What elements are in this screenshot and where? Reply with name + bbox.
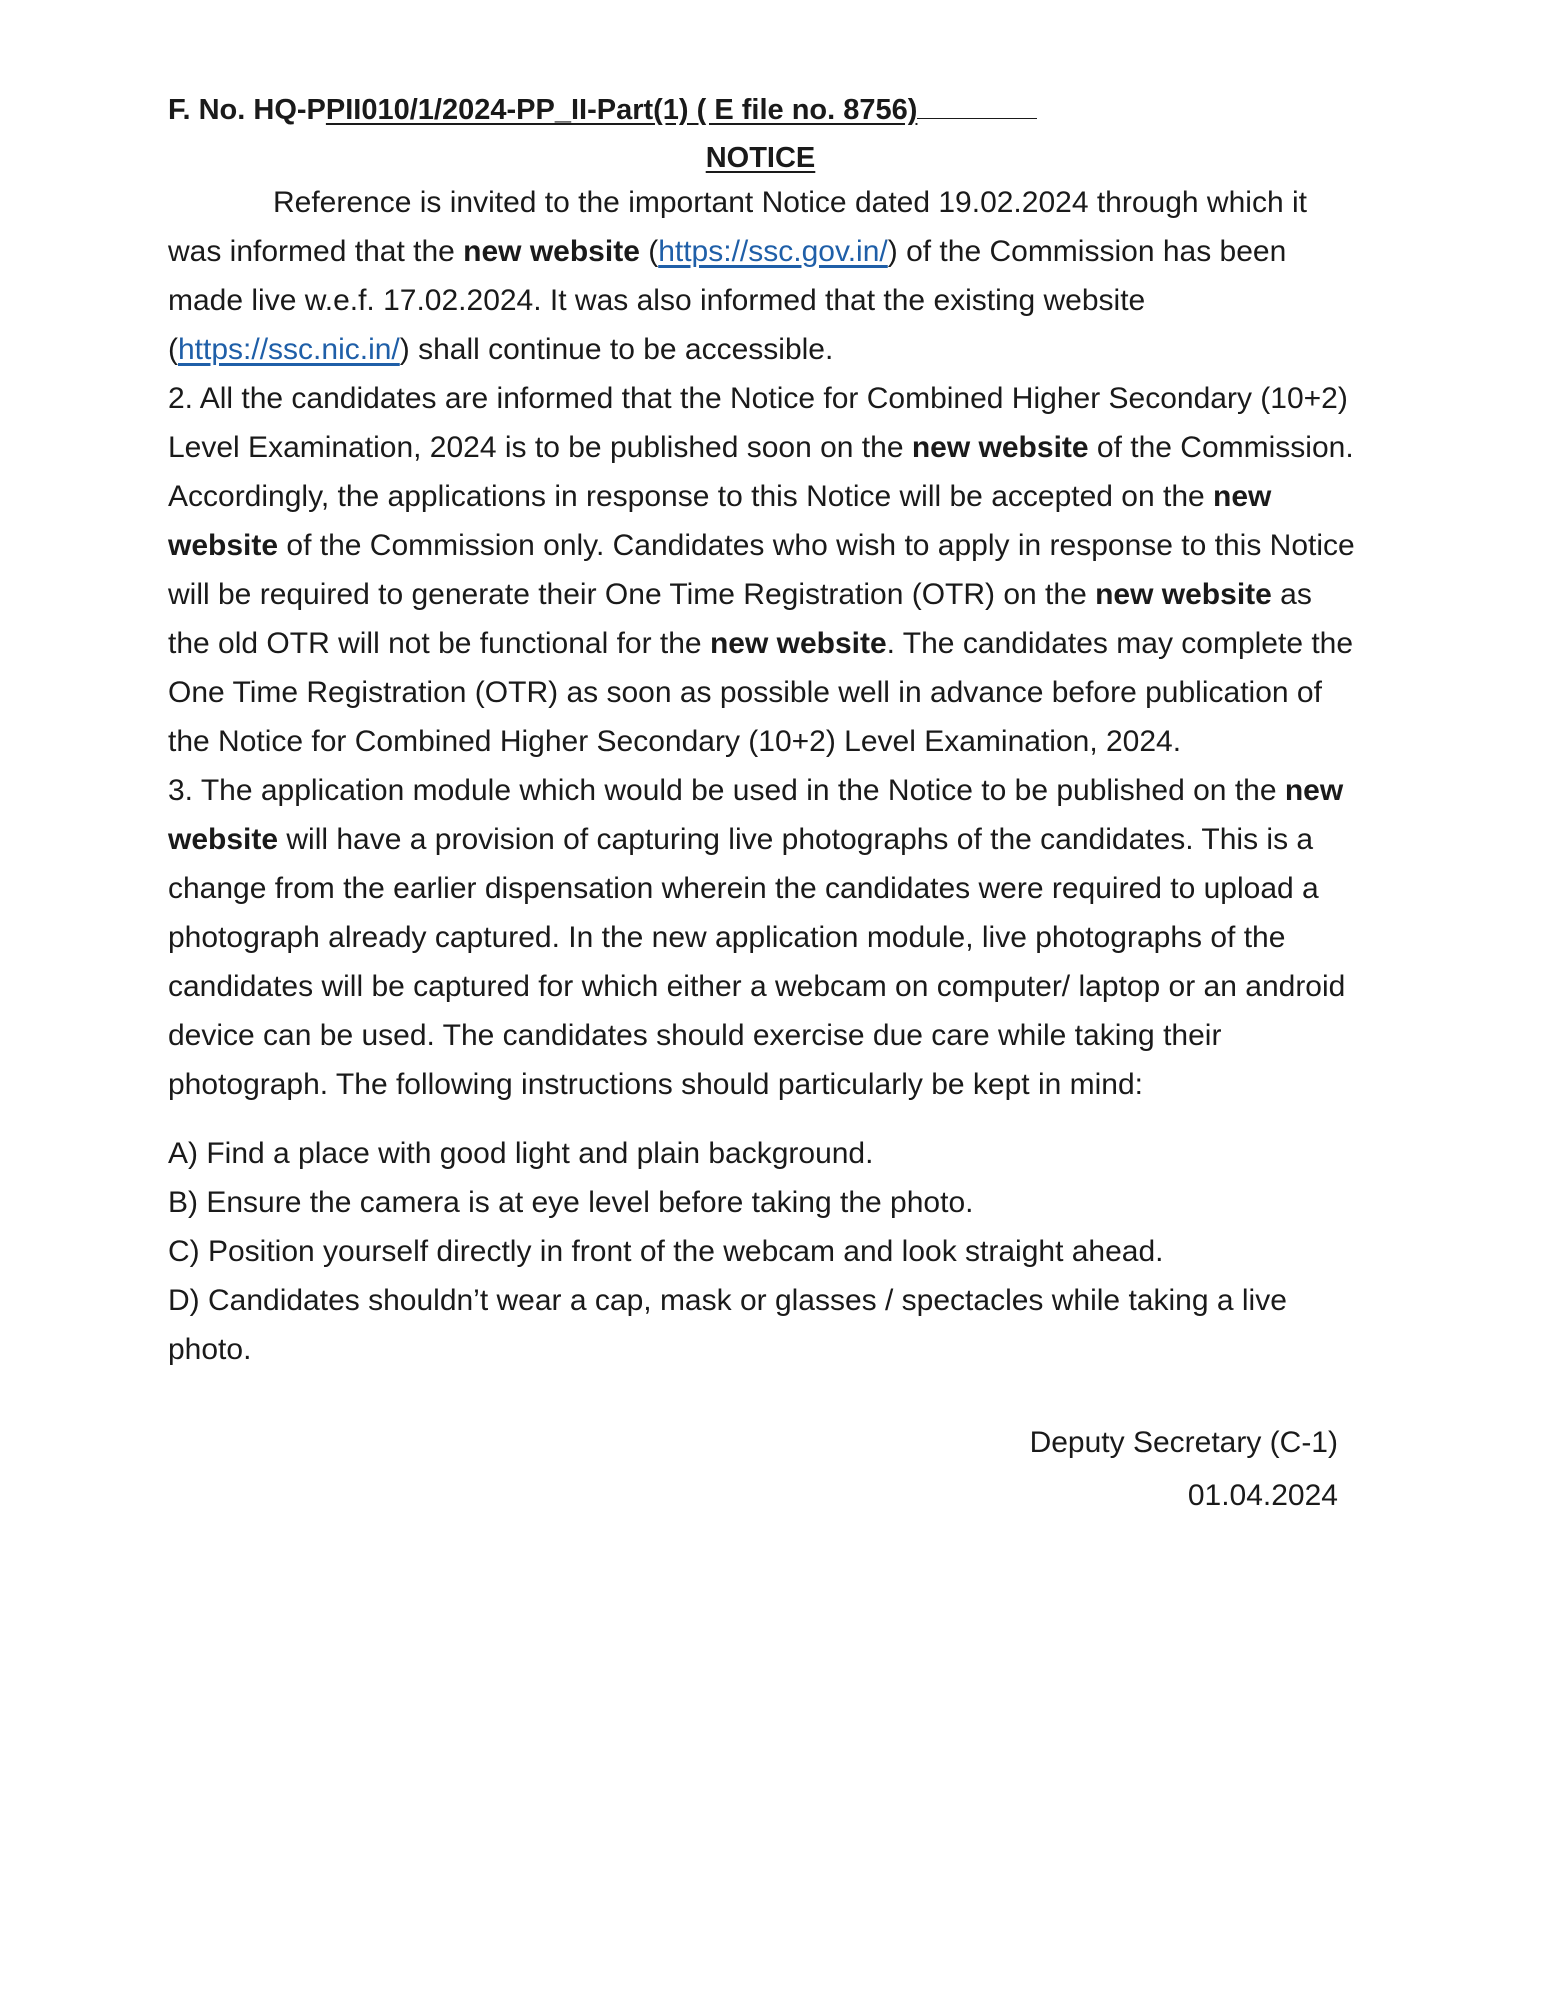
instruction-item: C) Position yourself directly in front of the webcam and look straight ahead. — [168, 1235, 1164, 1268]
para2-bold-2: new website — [168, 480, 1272, 562]
para1-bold-new-website: new website — [463, 235, 640, 268]
paragraph-2 — [168, 374, 1358, 766]
notice-title-text: NOTICE — [705, 142, 816, 174]
paragraph-3 — [168, 766, 1358, 1109]
para2-bold-1: new website — [911, 431, 1089, 464]
signature-block — [168, 1416, 1338, 1522]
para1-text-2: ( — [639, 235, 659, 268]
para2-text-1: 2. All the candidates are informed that the Notice for Combined Higher Secondary (10+2) Level Examination, 2024 is to be published soon on the — [168, 382, 1348, 464]
para3-text-1: 3. The application module which would be used in the Notice to be published on the — [168, 774, 1285, 807]
para1-text-4: ) shall continue to be accessible. — [399, 333, 834, 366]
para2-text-3: of the Commission only. Candidates who wish to apply in response to this Notice will be required to generate their One Time Registration (OTR) on the — [168, 529, 1355, 611]
para2-text-4: as the old OTR will not be functional for the — [168, 578, 1312, 660]
link-ssc-gov-in[interactable]: https://ssc.gov.in/ — [658, 235, 888, 268]
paragraph-1 — [168, 178, 1358, 374]
file-number — [168, 90, 1368, 130]
para2-bold-3: new website — [1095, 578, 1272, 611]
file-number-rest: PII010/1/2024-PP_II-Part(1) ( E file no. 8756) — [325, 94, 918, 126]
notice-date: 01.04.2024 — [1187, 1479, 1338, 1512]
para3-bold-1: new website — [168, 774, 1344, 856]
instruction-item: A) Find a place with good light and plain background. — [168, 1137, 874, 1170]
file-number-prefix: F. No. HQ-P — [168, 94, 326, 126]
instruction-item: D) Candidates shouldn’t wear a cap, mask or glasses / spectacles while taking a live photo. — [168, 1284, 1287, 1366]
para2-text-5: . The candidates may complete the One Time Registration (OTR) as soon as possible well in advance before publication of the Notice for Combined Higher Secondary (10+2) Level Examination, 2024. — [168, 627, 1354, 758]
instructions-list — [168, 1129, 1358, 1374]
para1-text-1: Reference is invited to the important Notice dated 19.02.2024 through which it was informed that the — [168, 186, 1307, 268]
notice-title — [168, 138, 1353, 178]
para2-text-2: of the Commission. Accordingly, the applications in response to this Notice will be accepted on the — [168, 431, 1354, 513]
para2-bold-4: new website — [709, 627, 887, 660]
para3-text-2: will have a provision of capturing live photographs of the candidates. This is a change from the earlier dispensation wherein the candidates were required to upload a photograph already captured. In the new application module, live photographs of the candidates will be captured for which either a webcam on computer/ laptop or an android device can be used. The candidates should exercise due care while taking their photograph. The following instructions should particularly be kept in mind: — [168, 823, 1346, 1101]
link-ssc-nic-in[interactable]: https://ssc.nic.in/ — [178, 333, 400, 366]
notice-document — [168, 90, 1368, 1522]
instruction-item: B) Ensure the camera is at eye level before taking the photo. — [168, 1186, 974, 1219]
para1-text-3: ) of the Commission has been made live w.e.f. 17.02.2024. It was also informed that the existing website ( — [168, 235, 1287, 366]
signatory-designation: Deputy Secretary (C-1) — [1029, 1426, 1338, 1459]
file-number-underline-tail — [917, 92, 1037, 119]
